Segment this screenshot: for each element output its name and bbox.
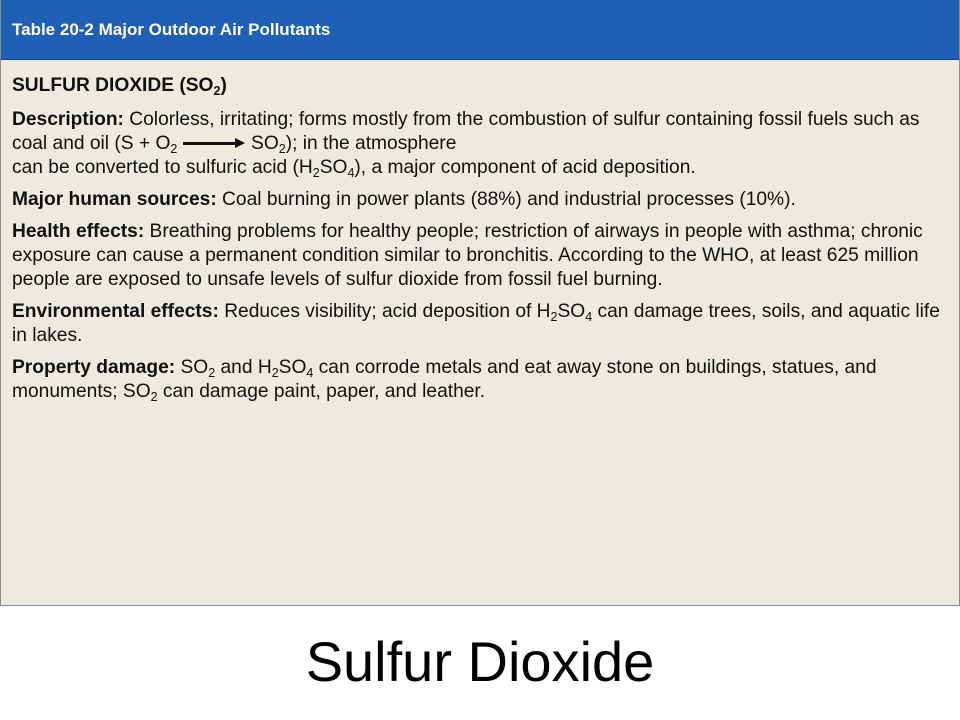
slide-title: Sulfur Dioxide xyxy=(305,630,655,693)
property-label: Property damage: xyxy=(12,357,176,378)
section-title-close: ) xyxy=(220,75,227,96)
property-sub-2: 2 xyxy=(271,366,279,380)
environment-sub-1: 2 xyxy=(550,310,558,324)
section-title-text: SULFUR DIOXIDE (SO xyxy=(12,75,214,96)
section-title-subscript: 2 xyxy=(213,84,221,98)
environment-label: Environmental effects: xyxy=(12,301,219,322)
description-text-2: SO xyxy=(251,133,279,154)
description-sub-1: 2 xyxy=(170,142,178,156)
environment-text-3: can damage trees, soils, and aquatic life in lakes. xyxy=(12,301,940,346)
environment-paragraph xyxy=(12,300,943,348)
description-text-4: can be converted to sulfuric acid (H xyxy=(12,157,313,178)
sources-text: Coal burning in power plants (88%) and industrial processes (10%). xyxy=(216,189,796,210)
description-text-1: Colorless, irritating; forms mostly from the combustion of sulfur containing fossil fuels such as coal and oil (S + O xyxy=(12,109,920,154)
description-sub-3: 2 xyxy=(312,166,320,180)
property-text-2: and H xyxy=(215,357,272,378)
section-title xyxy=(12,74,943,98)
description-label: Description: xyxy=(12,109,124,130)
property-sub-3: 4 xyxy=(306,366,314,380)
health-paragraph xyxy=(12,220,943,292)
table-caption: Table 20-2 Major Outdoor Air Pollutants xyxy=(12,19,331,39)
description-sub-4: 4 xyxy=(347,166,355,180)
sources-paragraph xyxy=(12,188,943,212)
environment-text-2: SO xyxy=(557,301,586,322)
health-text: Breathing problems for healthy people; restriction of airways in people with asthma; chronic exposure can cause a permanent condition similar to bronchitis. According to the WHO, at least 625 million people are exposed to unsafe levels of sulfur dioxide from fossil fuel burning. xyxy=(12,221,923,290)
property-text-3: SO xyxy=(278,357,307,378)
description-text-3: ); in the atmosphere xyxy=(285,133,457,154)
environment-sub-2: 4 xyxy=(585,310,593,324)
property-text-5: can damage paint, paper, and leather. xyxy=(157,381,486,402)
reaction-arrow-icon xyxy=(183,139,245,149)
sources-label: Major human sources: xyxy=(12,189,217,210)
table-header xyxy=(1,0,959,60)
property-paragraph xyxy=(12,356,943,404)
property-text-1: SO xyxy=(175,357,209,378)
description-sub-2: 2 xyxy=(278,142,286,156)
description-text-5: SO xyxy=(319,157,348,178)
description-paragraph xyxy=(12,108,943,180)
property-sub-1: 2 xyxy=(208,366,216,380)
health-label: Health effects: xyxy=(12,221,145,242)
table-body xyxy=(1,60,959,404)
description-text-6: ), a major component of acid deposition. xyxy=(354,157,696,178)
property-sub-4: 2 xyxy=(150,390,158,404)
environment-text-1: Reduces visibility; acid deposition of H xyxy=(218,301,551,322)
property-text-4: can corrode metals and eat away stone on buildings, statues, and monuments; SO xyxy=(12,357,877,402)
